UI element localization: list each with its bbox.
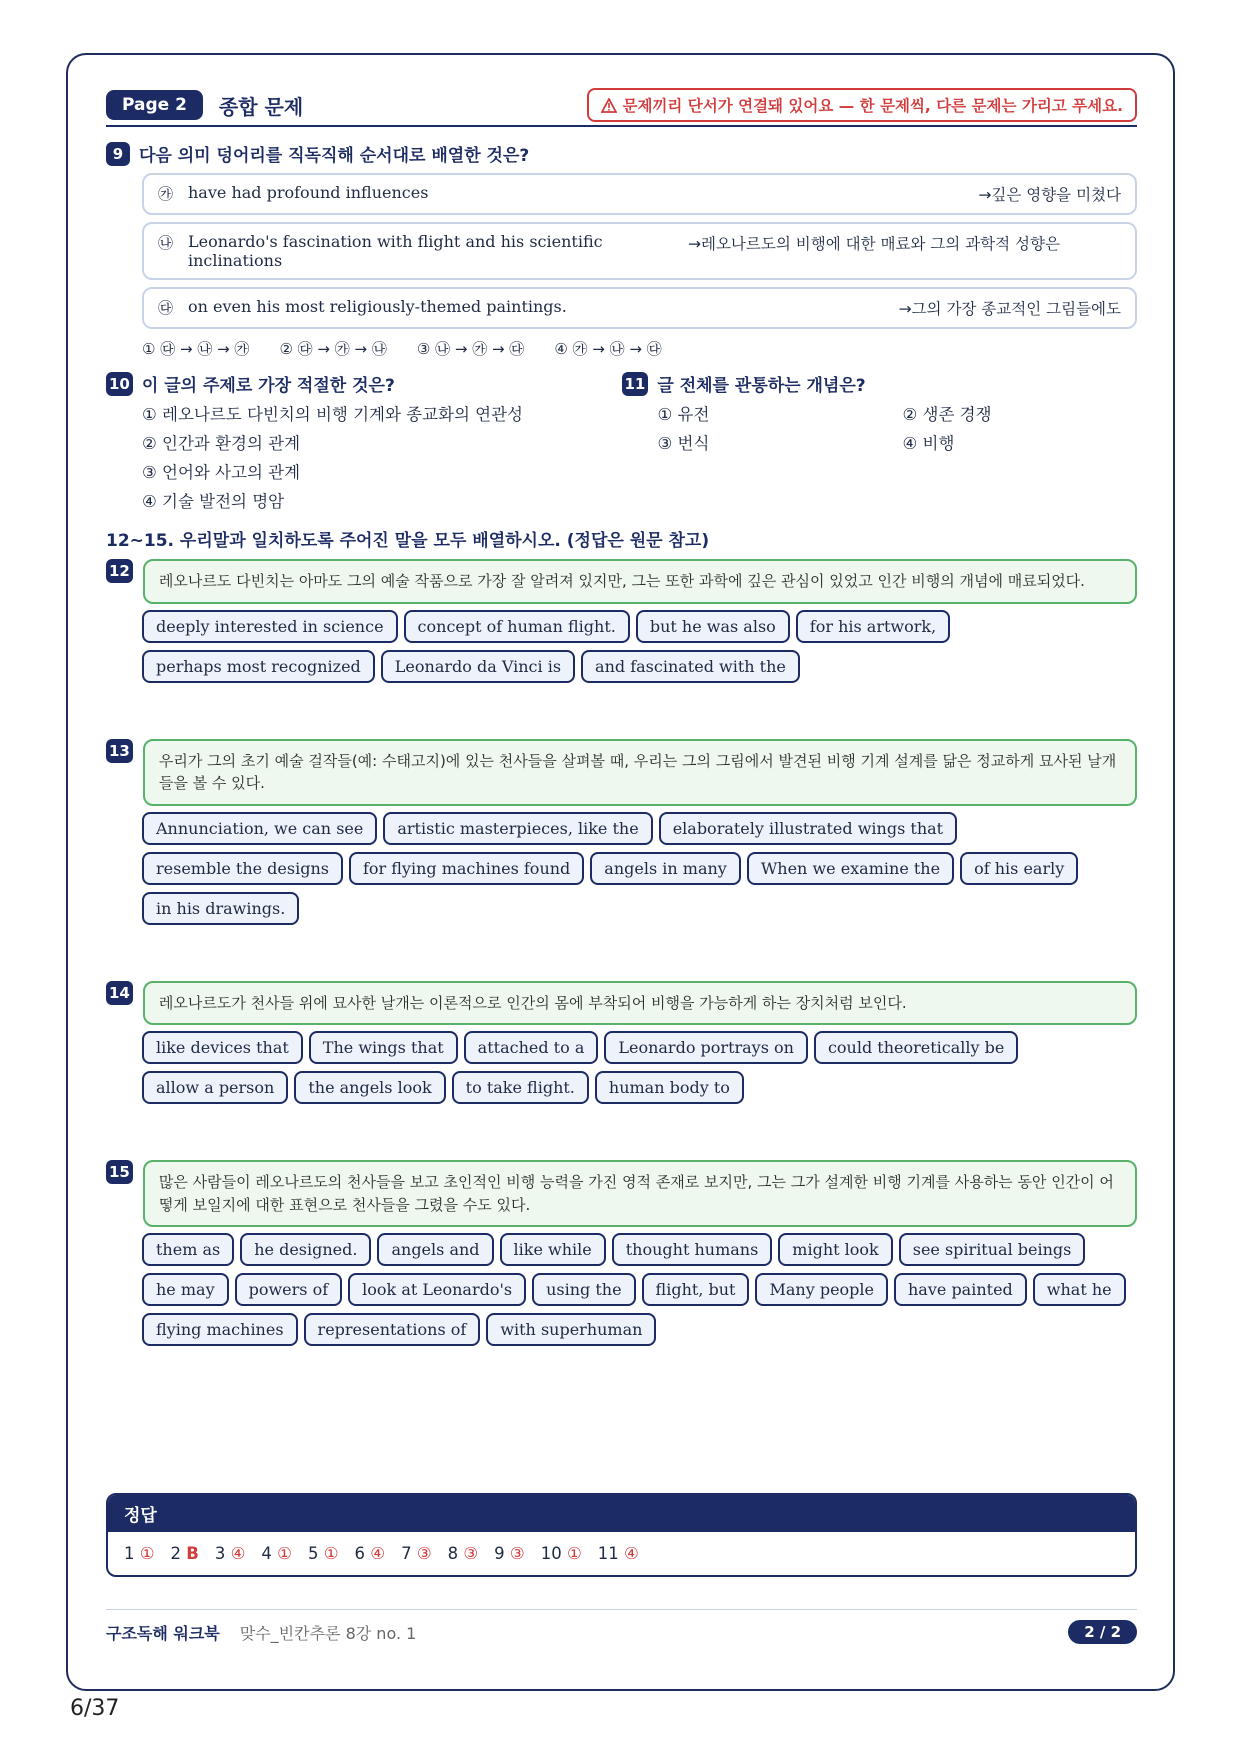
answer-options xyxy=(142,338,1137,359)
word-tile[interactable]: of his early xyxy=(960,852,1078,885)
word-tile[interactable]: flight, but xyxy=(642,1273,750,1306)
answer-item: 5 ① xyxy=(307,1544,339,1563)
word-tile[interactable]: elaborately illustrated wings that xyxy=(659,812,957,845)
header-rule xyxy=(106,125,1137,127)
exercise-12 xyxy=(106,559,1137,683)
answer-item: 4 ① xyxy=(261,1544,292,1563)
option[interactable]: ③ 번식 xyxy=(657,434,710,453)
question-text: 글 전체를 관통하는 개념은? xyxy=(657,376,866,396)
word-tile[interactable]: for flying machines found xyxy=(349,852,584,885)
word-tile[interactable]: what he xyxy=(1033,1273,1126,1306)
answer-item: 10 ① xyxy=(540,1544,582,1563)
word-tile[interactable]: could theoretically be xyxy=(814,1031,1018,1064)
option[interactable]: ④ ㉮ → ㉯ → ㉰ xyxy=(554,340,662,358)
answer-item: 6 ④ xyxy=(354,1544,386,1563)
question-10 xyxy=(106,371,622,512)
word-tile[interactable]: and fascinated with the xyxy=(581,650,800,683)
word-tile[interactable]: see spiritual beings xyxy=(899,1233,1086,1266)
answer-key xyxy=(106,1493,1137,1577)
question-9 xyxy=(106,141,1137,359)
word-tile[interactable]: look at Leonardo's xyxy=(348,1273,526,1306)
word-tile[interactable]: deeply interested in science xyxy=(142,610,398,643)
chunk-marker: ㉮ xyxy=(158,185,174,203)
workbook-title: 구조독해 워크북 xyxy=(106,1623,220,1643)
option[interactable]: ① 레오나르도 다빈치의 비행 기계와 종교화의 연관성 xyxy=(142,405,523,424)
option[interactable]: ④ 기술 발전의 명암 xyxy=(142,492,285,511)
word-tile[interactable]: thought humans xyxy=(612,1233,773,1266)
question-11 xyxy=(622,371,1138,512)
word-tile[interactable]: The wings that xyxy=(309,1031,458,1064)
question-number: 11 xyxy=(622,372,649,396)
word-tile[interactable]: using the xyxy=(532,1273,635,1306)
word-tile[interactable]: Annunciation, we can see xyxy=(142,812,377,845)
question-number: 13 xyxy=(106,739,133,763)
korean-prompt: 레오나르도가 천사들 위에 묘사한 날개는 이론적으로 인간의 몸에 부착되어 비행을 가능하게 하는 장치처럼 보인다. xyxy=(143,981,1137,1026)
answer-item: 7 ③ xyxy=(401,1544,432,1563)
question-text: 다음 의미 덩어리를 직독직해 순서대로 배열한 것은? xyxy=(139,146,530,166)
word-tile[interactable]: When we examine the xyxy=(747,852,954,885)
word-tile[interactable]: have painted xyxy=(894,1273,1027,1306)
word-tile[interactable]: might look xyxy=(778,1233,892,1266)
answer-item: 8 ③ xyxy=(447,1544,479,1563)
word-tile[interactable]: like while xyxy=(500,1233,606,1266)
warning-banner xyxy=(587,88,1138,122)
word-tile[interactable]: them as xyxy=(142,1233,234,1266)
page-indicator: 2 / 2 xyxy=(1068,1620,1137,1644)
korean-prompt: 레오나르도 다빈치는 아마도 그의 예술 작품으로 가장 잘 알려져 있지만, 그는 또한 과학에 깊은 관심이 있었고 인간 비행의 개념에 매료되었다. xyxy=(143,559,1137,604)
warning-text: 문제끼리 단서가 연결돼 있어요 — 한 문제씩, 다른 문제는 가리고 푸세요. xyxy=(622,97,1123,115)
chunk-marker: ㉰ xyxy=(158,299,174,317)
word-tile[interactable]: Many people xyxy=(755,1273,888,1306)
word-tile[interactable]: attached to a xyxy=(464,1031,599,1064)
workbook-subtitle: 맞수_빈칸추론 8강 no. 1 xyxy=(239,1623,417,1643)
word-tile[interactable]: angels in many xyxy=(590,852,741,885)
word-tile[interactable]: to take flight. xyxy=(452,1071,589,1104)
chunk-item xyxy=(142,173,1137,215)
word-tiles xyxy=(142,1233,1137,1346)
page-header xyxy=(106,89,1137,121)
question-number: 15 xyxy=(106,1160,133,1184)
question-number: 9 xyxy=(106,142,130,166)
answer-item: 2 B xyxy=(170,1544,199,1563)
answer-list xyxy=(108,1532,1135,1575)
korean-prompt: 우리가 그의 초기 예술 걸작들(예: 수태고지)에 있는 천사들을 살펴볼 때, 우리는 그의 그림에서 발견된 비행 기계 설계를 닮은 정교하게 묘사된 날개들을 볼 수 있다. xyxy=(143,739,1137,806)
word-tile[interactable]: Leonardo da Vinci is xyxy=(381,650,575,683)
word-tile[interactable]: in his drawings. xyxy=(142,892,299,925)
warning-triangle-icon xyxy=(601,98,617,113)
word-tile[interactable]: powers of xyxy=(235,1273,343,1306)
word-tile[interactable]: but he was also xyxy=(636,610,790,643)
option[interactable]: ② ㉰ → ㉮ → ㉯ xyxy=(279,340,387,358)
chunk-korean: →레오나르도의 비행에 대한 매료와 그의 과학적 성향은 xyxy=(688,235,1060,253)
word-tile[interactable]: for his artwork, xyxy=(796,610,950,643)
chunk-item xyxy=(142,287,1137,329)
answer-item: 3 ④ xyxy=(214,1544,246,1563)
option[interactable]: ③ ㉯ → ㉮ → ㉰ xyxy=(416,340,525,358)
word-tile[interactable]: resemble the designs xyxy=(142,852,343,885)
exercise-15 xyxy=(106,1160,1137,1346)
page-label: Page 2 xyxy=(106,90,203,120)
word-tile[interactable]: concept of human flight. xyxy=(404,610,630,643)
chunk-item xyxy=(142,222,1137,280)
question-number: 14 xyxy=(106,981,133,1005)
answer-item: 9 ③ xyxy=(494,1544,525,1563)
word-tiles xyxy=(142,812,1137,925)
document-page-counter: 6/37 xyxy=(70,1696,120,1721)
word-tile[interactable]: the angels look xyxy=(294,1071,445,1104)
word-tiles xyxy=(142,610,1137,683)
word-tile[interactable]: representations of xyxy=(304,1313,481,1346)
word-tiles xyxy=(142,1031,1137,1104)
chunk-korean: →그의 가장 종교적인 그림들에도 xyxy=(898,300,1121,318)
word-tile[interactable]: like devices that xyxy=(142,1031,303,1064)
exercise-13 xyxy=(106,739,1137,925)
option[interactable]: ② 인간과 환경의 관계 xyxy=(142,434,301,453)
page-frame xyxy=(66,53,1175,1691)
answer-item: 1 ① xyxy=(124,1544,155,1563)
instruction: 12~15. 우리말과 일치하도록 주어진 말을 모두 배열하시오. (정답은 원문 참고) xyxy=(106,531,710,551)
word-tile[interactable]: artistic masterpieces, like the xyxy=(383,812,652,845)
answer-item: 11 ④ xyxy=(597,1544,639,1563)
option[interactable]: ② 생존 경쟁 xyxy=(902,405,992,424)
chunk-english: have had profound influences xyxy=(188,183,429,202)
section-title: 종합 문제 xyxy=(218,94,304,119)
option[interactable]: ① 유전 xyxy=(657,405,710,424)
question-number: 10 xyxy=(106,372,133,396)
option[interactable]: ③ 언어와 사고의 관계 xyxy=(142,463,301,482)
word-tile[interactable]: he may xyxy=(142,1273,229,1306)
option[interactable]: ① ㉰ → ㉯ → ㉮ xyxy=(142,340,250,358)
answer-key-title: 정답 xyxy=(108,1495,1135,1532)
question-number: 12 xyxy=(106,559,133,583)
exercise-14 xyxy=(106,981,1137,1105)
word-tile[interactable]: with superhuman xyxy=(486,1313,656,1346)
word-tile[interactable]: perhaps most recognized xyxy=(142,650,375,683)
word-tile[interactable]: angels and xyxy=(377,1233,493,1266)
chunk-english: Leonardo's fascination with flight and his scientific inclinations xyxy=(188,232,603,270)
page-content xyxy=(106,89,1137,1643)
question-text: 이 글의 주제로 가장 적절한 것은? xyxy=(141,376,395,396)
chunk-korean: →깊은 영향을 미쳤다 xyxy=(978,186,1121,204)
page-footer xyxy=(106,1609,1137,1644)
word-tile[interactable]: flying machines xyxy=(142,1313,298,1346)
word-tile[interactable]: human body to xyxy=(595,1071,744,1104)
chunk-english: on even his most religiously-themed paintings. xyxy=(188,297,567,316)
word-tile[interactable]: he designed. xyxy=(240,1233,371,1266)
questions-10-11 xyxy=(106,371,1137,512)
word-tile[interactable]: allow a person xyxy=(142,1071,288,1104)
chunk-marker: ㉯ xyxy=(158,234,174,252)
korean-prompt: 많은 사람들이 레오나르도의 천사들을 보고 초인적인 비행 능력을 가진 영적 존재로 보지만, 그는 그가 설계한 비행 기계를 사용하는 동안 인간이 어떻게 보일지에 대한 표현으로 천사들을 그렸을 수도 있다. xyxy=(143,1160,1137,1227)
option[interactable]: ④ 비행 xyxy=(902,434,955,453)
word-tile[interactable]: Leonardo portrays on xyxy=(604,1031,808,1064)
